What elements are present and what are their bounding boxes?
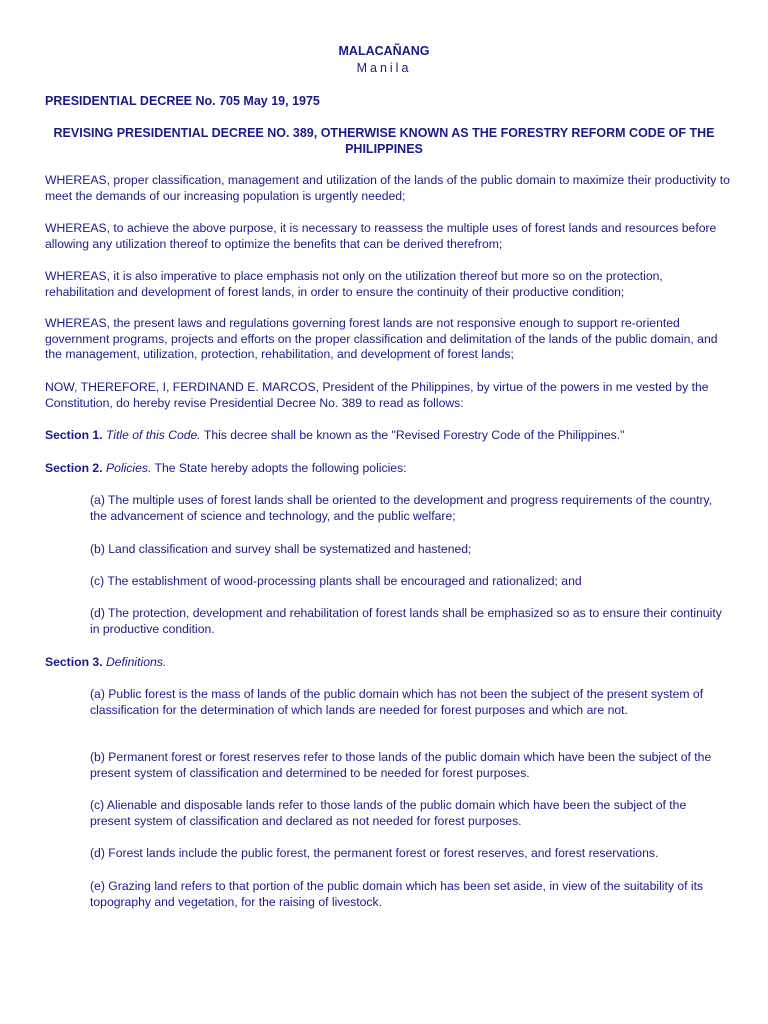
section-2-text: The State hereby adopts the following policies: <box>151 461 407 475</box>
whereas-paragraph-3: WHEREAS, it is also imperative to place emphasis not only on the utilization thereof but more so on the protection, rehabilitation and development of forest lands, in order to ensure the continuity of their productive condition; <box>45 269 663 299</box>
now-therefore-paragraph: NOW, THEREFORE, I, FERDINAND E. MARCOS, President of the Philippines, by virtue of the powers in me vested by the Constitution, do hereby revise Presidential Decree No. 389 to read as follows: <box>45 380 709 410</box>
section-1-label: Section 1. <box>45 428 103 442</box>
whereas-paragraph-4: WHEREAS, the present laws and regulations governing forest lands are not responsive enough to support re-oriented government programs, projects and efforts on the proper classification and delimitation of the lands of the public domain, and the management, utilization, protection, rehabilitation, and development of forest lands; <box>45 316 718 362</box>
section-1 <box>45 428 730 444</box>
decree-title: PRESIDENTIAL DECREE No. 705 May 19, 1975 <box>45 94 320 108</box>
section-2-item-c: (c) The establishment of wood-processing plants shall be encouraged and rationalized; and <box>90 574 582 588</box>
section-3-title: Definitions. <box>105 655 167 669</box>
section-1-text: This decree shall be known as the "Revised Forestry Code of the Philippines." <box>200 428 625 442</box>
section-2-item-a: (a) The multiple uses of forest lands shall be oriented to the development and progress requirements of the country, the advancement of science and technology, and the public welfare; <box>90 493 713 523</box>
section-2-title: Policies. <box>105 461 152 475</box>
section-2 <box>45 461 730 477</box>
section-3 <box>45 655 730 671</box>
section-3-label: Section 3. <box>45 655 103 669</box>
office-name: MALACAÑANG <box>338 44 430 58</box>
section-3-item-e: (e) Grazing land refers to that portion of the public domain which has been set aside, in view of the suitability of its topography and vegetation, for the raising of livestock. <box>90 879 704 909</box>
section-2-item-b: (b) Land classification and survey shall be systematized and hastened; <box>90 542 472 556</box>
decree-subject: REVISING PRESIDENTIAL DECREE NO. 389, OTHERWISE KNOWN AS THE FORESTRY REFORM CODE OF THE PHILIPPINES <box>53 126 715 156</box>
section-1-title: Title of this Code. <box>105 428 201 442</box>
section-3-item-d: (d) Forest lands include the public forest, the permanent forest or forest reserves, and forest reservations. <box>90 846 659 860</box>
section-3-item-c: (c) Alienable and disposable lands refer to those lands of the public domain which have been the subject of the present system of classification and declared as not needed for forest purposes. <box>90 798 687 828</box>
city-name: Manila <box>356 61 412 75</box>
whereas-paragraph-1: WHEREAS, proper classification, management and utilization of the lands of the public domain to maximize their productivity to meet the demands of our increasing population is urgently needed; <box>45 173 730 203</box>
section-3-item-b: (b) Permanent forest or forest reserves refer to those lands of the public domain which have been the subject of the present system of classification and determined to be needed for forest purposes. <box>90 750 712 780</box>
section-2-label: Section 2. <box>45 461 103 475</box>
whereas-paragraph-2: WHEREAS, to achieve the above purpose, it is necessary to reassess the multiple uses of forest lands and resources before allowing any utilization thereof to optimize the benefits that can be derived therefrom; <box>45 221 717 251</box>
section-2-item-d: (d) The protection, development and rehabilitation of forest lands shall be emphasized so as to ensure their continuity in productive condition. <box>90 606 722 636</box>
section-3-item-a: (a) Public forest is the mass of lands of the public domain which has not been the subject of the present system of classification for the determination of which lands are needed for forest purposes and which are not. <box>90 687 704 717</box>
